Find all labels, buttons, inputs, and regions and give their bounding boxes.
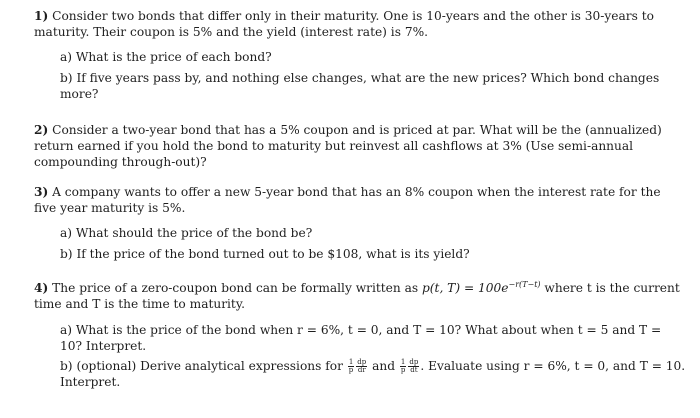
part-text-after: . Evaluate using r = 6%, t = 0, and T = 10. Interpret. — [60, 359, 686, 389]
part-text-before: (optional) Derive analytical expressions for — [76, 359, 343, 373]
formula-exponent: −r(T−t) — [508, 279, 541, 289]
part-text-and: and — [372, 359, 396, 373]
question-text: Consider two bonds that differ only in their maturity. One is 10-years and the other is 30-years to maturity. Their coupon is 5% and the yield (interest rate) is 7%. — [34, 9, 654, 39]
part-text: What is the price of each bond? — [75, 50, 272, 64]
fraction-one-over-p-2: $\frac{1}{p}$ — [400, 358, 406, 374]
question-4 — [34, 280, 686, 390]
question-2 — [34, 122, 686, 170]
question-text: A company wants to offer a new 5-year bond that has an 8% coupon when the interest rate for the five year maturity is 5%. — [34, 185, 661, 215]
fraction-dp-dr: $\frac{dp}{dr}$ — [357, 358, 367, 374]
part-label: b) — [60, 71, 73, 85]
part-label: a) — [60, 226, 73, 240]
question-4-part-a — [34, 322, 686, 354]
question-number: 4) — [34, 281, 49, 295]
question-1-part-a — [34, 49, 686, 65]
part-label: b) — [60, 359, 73, 373]
part-label: a) — [60, 323, 73, 337]
part-text: If the price of the bond turned out to be $108, what is its yield? — [76, 247, 470, 261]
question-text-after: where t is the current time and T is the time to maturity. — [34, 281, 680, 311]
question-number: 3) — [34, 185, 49, 199]
question-text: Consider a two-year bond that has a 5% coupon and is priced at par. What will be the (annualized) return earned if you hold the bond to maturity but reinvest all cashflows at 3% (Use semi-annual compounding through-out)? — [34, 123, 662, 169]
question-4-part-b — [34, 358, 686, 390]
part-label: b) — [60, 247, 73, 261]
question-1-part-b — [34, 70, 686, 102]
part-text: What is the price of the bond when r = 6%, t = 0, and T = 10? What about when t = 5 and T = 10? Interpret. — [60, 323, 662, 353]
question-number: 2) — [34, 123, 49, 137]
question-number: 1) — [34, 9, 49, 23]
part-text: What should the price of the bond be? — [75, 226, 313, 240]
question-text-before: The price of a zero-coupon bond can be formally written as — [52, 281, 419, 295]
price-formula: p(t, $T) = 100e^{-r(T-t)}$ — [421, 279, 541, 295]
part-label: a) — [60, 50, 73, 64]
question-3-part-b — [34, 246, 686, 262]
question-1 — [34, 8, 686, 102]
part-text: If five years pass by, and nothing else changes, what are the new prices? Which bond changes more? — [60, 71, 660, 101]
question-3 — [34, 184, 686, 262]
question-3-part-a — [34, 225, 686, 241]
fraction-one-over-p: $\frac{1}{p}$ — [348, 358, 354, 374]
fraction-dp-dt: $\frac{dp}{dt}$ — [409, 358, 419, 374]
